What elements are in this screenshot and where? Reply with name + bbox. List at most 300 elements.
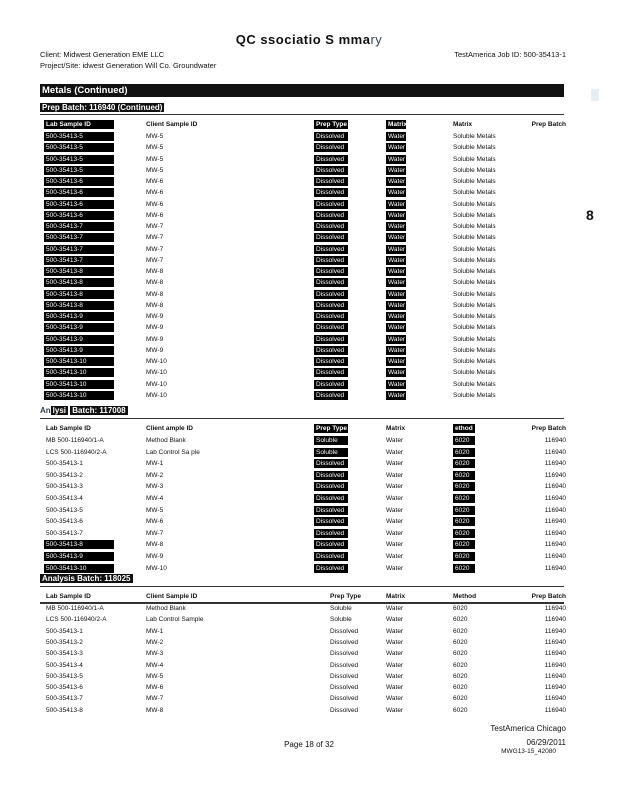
client-sample-id-cell: MW-6 xyxy=(146,684,164,692)
lab-sample-id-cell: 500-35413-8 xyxy=(46,706,83,714)
lab-sample-id-cell: 500-35413-5 xyxy=(44,166,114,175)
prep-type-cell: Dissolved xyxy=(314,529,348,538)
prep-type-cell: Dissolved xyxy=(314,267,348,276)
prep-type-cell: Dissolved xyxy=(314,368,348,377)
table-row xyxy=(0,671,618,682)
prep-batch-cell: 116940 xyxy=(544,672,566,680)
page-number: Page 18 of 32 xyxy=(284,740,334,749)
lab-sample-id-cell: 500-35413-10 xyxy=(44,391,114,400)
matrix-cell: Water xyxy=(386,672,404,680)
table-row xyxy=(0,277,618,288)
lab-sample-id-cell: 500-35413-6 xyxy=(44,200,114,209)
prep-type-cell: Soluble xyxy=(314,448,348,457)
matrix-cell: Water xyxy=(388,223,406,230)
method-cell: Soluble Metals xyxy=(453,223,496,230)
table-row xyxy=(0,154,618,165)
lab-sample-id-cell: 500-35413-7 xyxy=(44,233,114,242)
method-cell: Soluble Metals xyxy=(453,178,496,185)
prep-batch-cell: 116940 xyxy=(544,650,566,658)
client-sample-id-cell: MW-4 xyxy=(146,495,164,502)
client-sample-id-cell: Lab Control Sa ple xyxy=(146,448,200,456)
method-cell: Soluble Metals xyxy=(453,144,496,152)
method-cell: Soluble Metals xyxy=(453,189,496,197)
table-row xyxy=(0,176,618,187)
table-row xyxy=(0,311,618,322)
lab-sample-id-cell: 500-35413-6 xyxy=(46,684,83,692)
prep-type-cell: Dissolved xyxy=(330,684,359,692)
prep-type-cell: Dissolved xyxy=(314,290,348,299)
prep-type-cell: Dissolved xyxy=(330,638,359,646)
matrix-cell: Water xyxy=(388,324,406,332)
client-sample-id-cell: MW-8 xyxy=(146,268,164,275)
client-sample-id-cell: MW-8 xyxy=(146,706,164,714)
method-cell: 6020 xyxy=(453,627,468,635)
prep-type-cell: Dissolved xyxy=(314,166,348,175)
method-cell: Soluble Metals xyxy=(453,301,496,309)
table-row xyxy=(0,648,618,659)
table-row xyxy=(0,379,618,390)
method-cell: Soluble Metals xyxy=(453,256,496,264)
lab-sample-id-cell: 500-35413-3 xyxy=(46,650,83,658)
prep-batch-cell: 116940 xyxy=(544,448,566,456)
prep-type-cell: Dissolved xyxy=(314,459,348,468)
lab-sample-id-cell: 500-35413-1 xyxy=(46,460,83,468)
prep-type-cell: Dissolved xyxy=(314,188,348,197)
col-prep-type: Prep Type xyxy=(330,593,361,600)
prep-batch-cell: 116940 xyxy=(544,661,566,669)
divider xyxy=(40,586,564,587)
method-cell: 6020 xyxy=(453,448,475,457)
prep-batch-cell: 116940 xyxy=(544,529,566,537)
method-cell: 6020 xyxy=(453,672,468,680)
prep-type-cell: Dissolved xyxy=(314,380,348,389)
lab-sample-id-cell: 500-35413-6 xyxy=(46,518,83,526)
lab-sample-id-cell: 500-35413-5 xyxy=(44,155,114,164)
prep-type-cell: Dissolved xyxy=(314,312,348,321)
client-sample-id-cell: MW-9 xyxy=(146,335,164,343)
lab-sample-id-cell: 500-35413-10 xyxy=(44,380,114,389)
matrix-cell: Water xyxy=(388,144,406,152)
table-row xyxy=(0,322,618,333)
col-method: Method xyxy=(453,593,477,600)
lab-sample-id-cell: 500-35413-8 xyxy=(44,267,114,276)
client-sample-id-cell: MW-9 xyxy=(146,346,164,354)
matrix-cell: Water xyxy=(386,706,404,714)
prep-batch-cell: 116940 xyxy=(544,695,566,703)
matrix-cell: Water xyxy=(388,178,406,185)
matrix-cell: Water xyxy=(386,605,404,612)
client-sample-id-cell: Method Blank xyxy=(146,605,186,612)
client-sample-id-cell: MW-7 xyxy=(146,223,164,230)
lab-sample-id-cell: 500-35413-2 xyxy=(46,471,83,479)
table-row xyxy=(0,221,618,232)
table-row xyxy=(0,345,618,356)
table-row xyxy=(0,705,618,716)
lab-sample-id-cell: 500-35413-6 xyxy=(44,177,114,186)
prep-type-cell: Soluble xyxy=(314,436,348,445)
prep-batch-cell: 116940 xyxy=(544,437,566,444)
prep-batch-heading: Prep Batch: 116940 (Continued) xyxy=(42,103,163,112)
analysis-batch-2-column-header xyxy=(0,591,618,602)
prep-type-cell: Dissolved xyxy=(314,233,348,242)
prep-type-cell: Dissolved xyxy=(314,211,348,220)
method-cell: 6020 xyxy=(453,471,475,480)
client-sample-id-cell: MW-8 xyxy=(146,290,164,298)
method-cell: 6020 xyxy=(453,616,468,624)
matrix-cell: Water xyxy=(386,495,404,502)
table-row xyxy=(0,435,618,446)
method-cell: 6020 xyxy=(453,552,475,561)
client-sample-id-cell: MW-7 xyxy=(146,245,164,253)
prep-batch-cell: 116940 xyxy=(544,541,566,549)
client-sample-id-cell: MW-5 xyxy=(146,672,164,680)
matrix-cell: Water xyxy=(386,506,404,514)
client-sample-id-cell: MW-9 xyxy=(146,553,164,560)
matrix-cell: Water xyxy=(388,380,406,388)
lab-sample-id-cell: 500-35413-10 xyxy=(44,368,114,377)
table-row xyxy=(0,356,618,367)
job-id: TestAmerica Job ID: 500-35413-1 xyxy=(454,50,566,59)
method-cell: 6020 xyxy=(453,605,468,612)
matrix-cell: Water xyxy=(388,290,406,298)
client-sample-id-cell: MW-1 xyxy=(146,627,164,635)
prep-batch-cell: 116940 xyxy=(544,564,566,572)
prep-type-cell: Dissolved xyxy=(314,494,348,503)
footer-code: MWG13-15_42080 xyxy=(501,748,556,755)
prep-type-cell: Dissolved xyxy=(314,301,348,310)
lab-sample-id-cell: 500-35413-9 xyxy=(44,552,114,561)
method-cell: 6020 xyxy=(453,684,468,692)
prep-type-cell: Dissolved xyxy=(314,482,348,491)
prep-type-cell: Dissolved xyxy=(314,132,348,141)
client-sample-id-cell: MW-5 xyxy=(146,155,164,163)
table-row xyxy=(0,244,618,255)
matrix-cell: Water xyxy=(386,650,404,658)
matrix-cell: Water xyxy=(388,369,406,377)
table-row xyxy=(0,539,618,550)
method-cell: Soluble Metals xyxy=(453,380,496,388)
col-client-sample-id: Client Sample ID xyxy=(146,593,198,600)
method-cell: 6020 xyxy=(453,482,475,491)
table-row xyxy=(0,199,618,210)
lab-sample-id-cell: 500-35413-7 xyxy=(46,695,83,703)
table-row xyxy=(0,626,618,637)
matrix-cell: Water xyxy=(386,471,404,479)
col-prep-batch: Prep Batch xyxy=(531,425,566,432)
col-lab-sample-id: Lab Sample ID xyxy=(44,120,114,129)
prep-batch-cell: 116940 xyxy=(544,518,566,526)
method-cell: 6020 xyxy=(453,540,475,549)
prep-type-cell: Dissolved xyxy=(314,540,348,549)
prep-type-cell: Dissolved xyxy=(314,506,348,515)
client-sample-id-cell: MW-3 xyxy=(146,650,164,658)
matrix-cell: Water xyxy=(388,313,406,320)
divider xyxy=(40,114,564,115)
method-cell: Soluble Metals xyxy=(453,268,496,275)
client-sample-id-cell: Lab Control Sample xyxy=(146,616,204,624)
client-sample-id-cell: Method Blank xyxy=(146,437,186,444)
client-sample-id-cell: MW-4 xyxy=(146,661,164,669)
method-cell: Soluble Metals xyxy=(453,391,496,399)
footer-company: TestAmerica Chicago xyxy=(490,724,566,733)
method-cell: Soluble Metals xyxy=(453,369,496,377)
col-method: ethod xyxy=(453,424,475,433)
method-cell: Soluble Metals xyxy=(453,290,496,298)
side-tab-marker: 8 xyxy=(586,207,594,223)
method-cell: 6020 xyxy=(453,506,475,515)
client-sample-id-cell: MW-1 xyxy=(146,460,164,468)
method-cell: Soluble Metals xyxy=(453,166,496,174)
col-method: Matrix xyxy=(453,121,473,128)
matrix-cell: Water xyxy=(386,564,404,572)
prep-batch-cell: 116940 xyxy=(544,460,566,468)
prep-type-cell: Dissolved xyxy=(314,517,348,526)
prep-type-cell: Dissolved xyxy=(314,552,348,561)
method-cell: Soluble Metals xyxy=(453,279,496,287)
matrix-cell: Water xyxy=(388,155,406,163)
lab-sample-id-cell: 500-35413-9 xyxy=(44,323,114,332)
table-row xyxy=(0,614,618,625)
prep-type-cell: Dissolved xyxy=(314,391,348,400)
table-row xyxy=(0,516,618,527)
lab-sample-id-cell: 500-35413-8 xyxy=(44,278,114,287)
lab-sample-id-cell: 500-35413-9 xyxy=(44,312,114,321)
method-cell: 6020 xyxy=(453,459,475,468)
method-cell: 6020 xyxy=(453,661,468,669)
lab-sample-id-cell: 500-35413-5 xyxy=(46,672,83,680)
client-line: Client: Midwest Generation EME LLC xyxy=(40,50,165,59)
prep-batch-cell: 116940 xyxy=(544,684,566,692)
prep-type-cell: Soluble xyxy=(330,605,352,612)
prep-type-cell: Dissolved xyxy=(314,357,348,366)
lab-sample-id-cell: 500-35413-8 xyxy=(44,301,114,310)
col-lab-sample-id: Lab Sample ID xyxy=(46,593,91,600)
matrix-cell: Water xyxy=(386,684,404,692)
project-line: Project/Site: idwest Generation Will Co. Groundwater xyxy=(40,61,217,70)
client-sample-id-cell: MW-8 xyxy=(146,279,164,287)
client-sample-id-cell: MW-9 xyxy=(146,324,164,332)
prep-type-cell: Dissolved xyxy=(330,661,359,669)
matrix-cell: Water xyxy=(386,437,404,444)
table-row xyxy=(0,458,618,469)
matrix-cell: Water xyxy=(388,234,406,242)
table-row xyxy=(0,289,618,300)
lab-sample-id-cell: 500-35413-10 xyxy=(44,357,114,366)
method-cell: Soluble Metals xyxy=(453,211,496,219)
col-client-sample-id: Client Sample ID xyxy=(146,121,198,128)
lab-sample-id-cell: LCS 500-116940/2-A xyxy=(46,448,107,456)
table-row xyxy=(0,603,618,614)
lab-sample-id-cell: 500-35413-5 xyxy=(44,143,114,152)
method-cell: Soluble Metals xyxy=(453,358,496,365)
table-row xyxy=(0,693,618,704)
prep-type-cell: Dissolved xyxy=(314,471,348,480)
section-band: Metals (Continued) xyxy=(40,84,564,97)
matrix-cell: Water xyxy=(388,301,406,309)
table-row xyxy=(0,682,618,693)
prep-type-cell: Dissolved xyxy=(314,155,348,164)
method-cell: Soluble Metals xyxy=(453,245,496,253)
matrix-cell: Water xyxy=(386,529,404,537)
lab-sample-id-cell: MB 500-116940/1-A xyxy=(46,605,104,612)
matrix-cell: Water xyxy=(386,616,404,624)
lab-sample-id-cell: 500-35413-6 xyxy=(44,211,114,220)
method-cell: 6020 xyxy=(453,564,475,573)
prep-type-cell: Dissolved xyxy=(314,346,348,355)
prep-batch-cell: 116940 xyxy=(544,483,566,491)
client-sample-id-cell: MW-6 xyxy=(146,178,164,185)
lab-sample-id-cell: 500-35413-8 xyxy=(44,540,114,549)
lab-sample-id-cell: 500-35413-8 xyxy=(44,290,114,299)
table-row xyxy=(0,505,618,516)
matrix-cell: Water xyxy=(388,335,406,343)
lab-sample-id-cell: 500-35413-4 xyxy=(46,661,83,669)
matrix-cell: Water xyxy=(386,541,404,549)
method-cell: Soluble Metals xyxy=(453,133,496,140)
col-prep-batch: Prep Batch xyxy=(531,121,566,128)
col-lab-sample-id: Lab Sample ID xyxy=(46,425,91,432)
prep-type-cell: Dissolved xyxy=(330,672,359,680)
prep-type-cell: Dissolved xyxy=(314,564,348,573)
prep-type-cell: Dissolved xyxy=(330,627,359,635)
lab-sample-id-cell: 500-35413-3 xyxy=(46,483,83,491)
method-cell: Soluble Metals xyxy=(453,155,496,163)
prep-type-cell: Dissolved xyxy=(314,278,348,287)
method-cell: Soluble Metals xyxy=(453,335,496,343)
table-row xyxy=(0,447,618,458)
table-row xyxy=(0,300,618,311)
col-prep-type: Prep Type xyxy=(316,121,347,128)
prep-type-cell: Dissolved xyxy=(314,256,348,265)
matrix-cell: Water xyxy=(388,245,406,253)
matrix-cell: Water xyxy=(388,346,406,354)
table-row xyxy=(0,131,618,142)
client-sample-id-cell: MW-10 xyxy=(146,369,167,377)
client-sample-id-cell: MW-7 xyxy=(146,234,164,242)
divider xyxy=(40,418,564,419)
table-row xyxy=(0,551,618,562)
lab-sample-id-cell: 500-35413-2 xyxy=(46,638,83,646)
matrix-cell: Water xyxy=(388,133,406,140)
method-cell: Soluble Metals xyxy=(453,200,496,208)
matrix-cell: Water xyxy=(386,483,404,491)
client-sample-id-cell: MW-5 xyxy=(146,506,164,514)
prep-type-cell: Dissolved xyxy=(314,245,348,254)
client-sample-id-cell: MW-5 xyxy=(146,166,164,174)
col-prep-type: Prep Type xyxy=(316,425,347,432)
method-cell: 6020 xyxy=(453,529,475,538)
prep-batch-cell: 116940 xyxy=(544,616,566,624)
matrix-cell: Water xyxy=(386,695,404,703)
method-cell: 6020 xyxy=(453,494,475,503)
table-row xyxy=(0,334,618,345)
prep-type-cell: Dissolved xyxy=(314,222,348,231)
prep-type-cell: Dissolved xyxy=(314,177,348,186)
client-sample-id-cell: MW-10 xyxy=(146,391,167,399)
client-sample-id-cell: MW-8 xyxy=(146,541,164,549)
lab-sample-id-cell: 500-35413-9 xyxy=(44,335,114,344)
table-row xyxy=(0,266,618,277)
matrix-cell: Water xyxy=(388,189,406,197)
lab-sample-id-cell: 500-35413-9 xyxy=(44,346,114,355)
table-row xyxy=(0,481,618,492)
prep-type-cell: Dissolved xyxy=(314,200,348,209)
prep-type-cell: Dissolved xyxy=(330,650,359,658)
table-row xyxy=(0,637,618,648)
matrix-cell: Water xyxy=(388,211,406,219)
scan-smudge xyxy=(591,89,599,101)
col-matrix: Matrix xyxy=(386,593,406,600)
matrix-cell: Water xyxy=(386,448,404,456)
page-title: QC ssociatio S mmary xyxy=(235,32,383,47)
method-cell: 6020 xyxy=(453,436,475,445)
lab-sample-id-cell: 500-35413-7 xyxy=(44,245,114,254)
method-cell: 6020 xyxy=(453,517,475,526)
prep-type-cell: Soluble xyxy=(330,616,352,624)
matrix-cell: Water xyxy=(388,200,406,208)
prep-batch-column-header xyxy=(0,119,618,130)
client-sample-id-cell: MW-10 xyxy=(146,358,167,365)
lab-sample-id-cell: 500-35413-7 xyxy=(44,256,114,265)
client-sample-id-cell: MW-7 xyxy=(146,695,164,703)
matrix-cell: Water xyxy=(388,279,406,287)
lab-sample-id-cell: MB 500-116940/1-A xyxy=(46,437,104,444)
table-row xyxy=(0,187,618,198)
analysis-batch-1-column-header xyxy=(0,423,618,434)
table-row xyxy=(0,528,618,539)
client-sample-id-cell: MW-6 xyxy=(146,211,164,219)
matrix-cell: Water xyxy=(386,518,404,526)
lab-sample-id-cell: 500-35413-5 xyxy=(44,132,114,141)
client-sample-id-cell: MW-2 xyxy=(146,471,164,479)
method-cell: 6020 xyxy=(453,695,468,703)
method-cell: Soluble Metals xyxy=(453,324,496,332)
table-row xyxy=(0,165,618,176)
client-sample-id-cell: MW-5 xyxy=(146,133,164,140)
matrix-cell: Water xyxy=(386,460,404,468)
lab-sample-id-cell: LCS 500-116940/2-A xyxy=(46,616,107,624)
prep-type-cell: Dissolved xyxy=(314,323,348,332)
table-row xyxy=(0,493,618,504)
matrix-cell: Water xyxy=(388,256,406,264)
table-row xyxy=(0,255,618,266)
client-sample-id-cell: MW-6 xyxy=(146,518,164,526)
client-sample-id-cell: MW-7 xyxy=(146,529,164,537)
footer-date: 06/29/2011 xyxy=(526,738,566,747)
prep-type-cell: Dissolved xyxy=(330,695,359,703)
table-row xyxy=(0,142,618,153)
lab-sample-id-cell: 500-35413-4 xyxy=(46,495,83,502)
col-matrix: Matrix xyxy=(386,425,406,432)
lab-sample-id-cell: 500-35413-7 xyxy=(46,529,83,537)
prep-batch-cell: 116940 xyxy=(544,471,566,479)
matrix-cell: Water xyxy=(386,553,404,560)
matrix-cell: Water xyxy=(386,638,404,646)
analysis-batch-1-heading: An lysi Batch: 117008 xyxy=(40,406,126,415)
table-row xyxy=(0,563,618,574)
col-prep-batch: Prep Batch xyxy=(531,593,566,600)
client-sample-id-cell: MW-5 xyxy=(146,144,164,152)
client-sample-id-cell: MW-10 xyxy=(146,564,167,572)
method-cell: 6020 xyxy=(453,650,468,658)
prep-type-cell: Dissolved xyxy=(330,706,359,714)
matrix-cell: Water xyxy=(388,166,406,174)
method-cell: Soluble Metals xyxy=(453,346,496,354)
table-row xyxy=(0,367,618,378)
matrix-cell: Water xyxy=(386,627,404,635)
client-sample-id-cell: MW-9 xyxy=(146,313,164,320)
table-row xyxy=(0,210,618,221)
